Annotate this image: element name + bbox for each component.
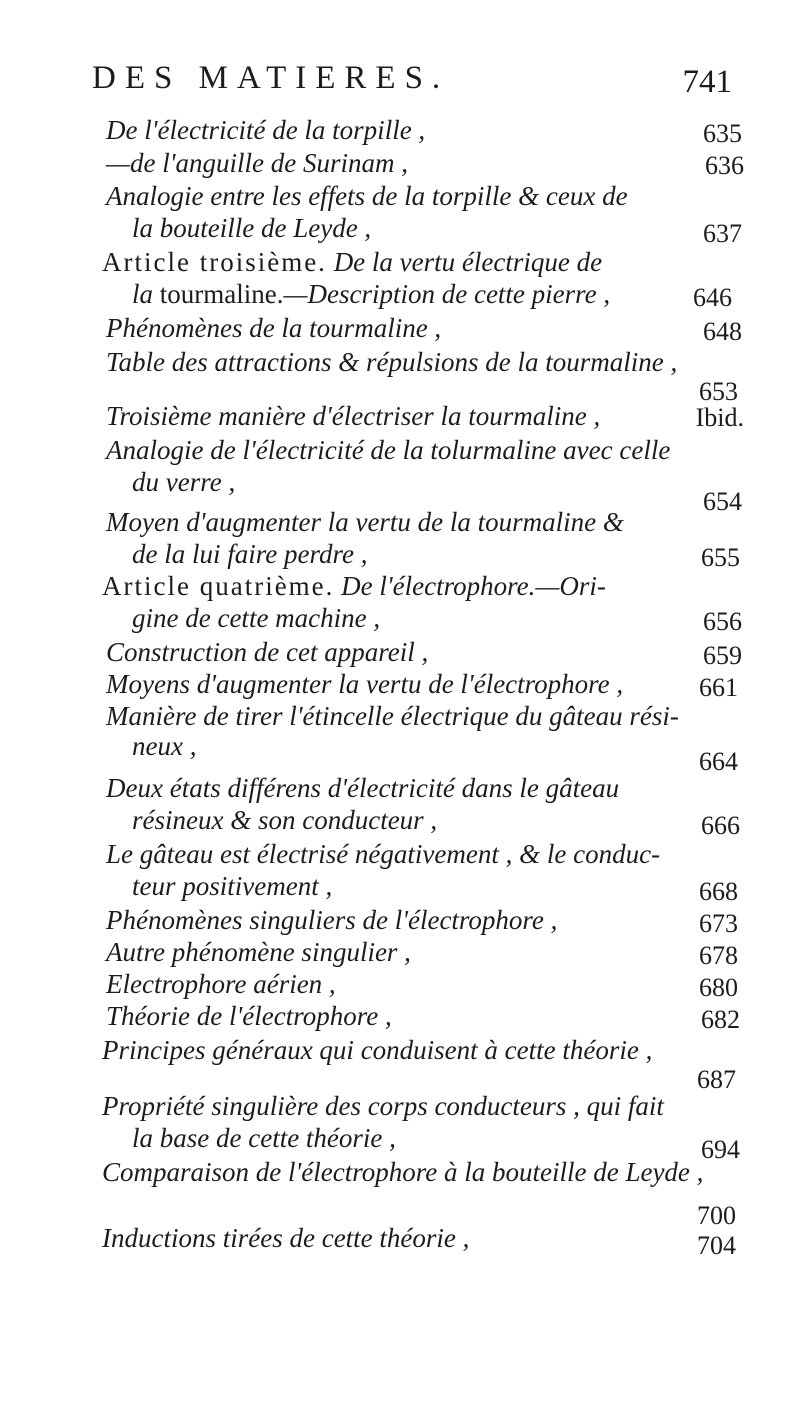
toc-entry-text bbox=[102, 570, 606, 602]
page-number: 741 bbox=[682, 64, 732, 100]
toc-entry-text bbox=[102, 246, 602, 278]
toc-entry-text: Deux états différens d'électricité dans le gâteau bbox=[106, 773, 620, 803]
article-heading: Article quatrième. bbox=[102, 571, 335, 601]
toc-entry-text-cont: neux , bbox=[132, 731, 197, 761]
article-title: De la vertu électrique de bbox=[326, 247, 603, 277]
toc-entry-page: 704 bbox=[697, 1231, 736, 1260]
toc-entry-page: 664 bbox=[699, 747, 738, 776]
toc-entry-text: Analogie de l'électricité de la tolurmaline avec celle bbox=[106, 435, 671, 465]
toc-entry-text: Electrophore aérien , bbox=[106, 969, 336, 999]
toc-entry-page: 648 bbox=[703, 317, 742, 346]
toc-entry-text: Phénomènes singuliers de l'électrophore , bbox=[106, 905, 558, 935]
toc-entry-text-cont: la bouteille de Leyde , bbox=[132, 213, 372, 243]
toc-entry-page: 694 bbox=[701, 1135, 740, 1164]
toc-entry-page: 653 bbox=[699, 377, 738, 406]
toc-entry-page: 646 bbox=[693, 283, 732, 312]
toc-entry-page: 673 bbox=[699, 909, 738, 938]
toc-entry-text: De l'électricité de la torpille , bbox=[106, 115, 426, 145]
toc-entry-text: Manière de tirer l'étincelle électrique du gâteau rési- bbox=[106, 701, 679, 731]
toc-entry-page: 661 bbox=[699, 673, 738, 702]
toc-entry-page: 668 bbox=[699, 877, 738, 906]
toc-entry-page: 700 bbox=[697, 1201, 736, 1230]
toc-entry-text: Autre phénomène singulier , bbox=[106, 937, 411, 967]
toc-entry-text: Table des attractions & répulsions de la tourmaline , bbox=[106, 347, 678, 377]
toc-entry-text: Le gâteau est électrisé négativement , & le conduc- bbox=[106, 839, 661, 869]
toc-entry-text-cont: gine de cette machine , bbox=[132, 603, 381, 633]
article-title-upright: tourmaline. bbox=[159, 279, 284, 309]
toc-entry-text: Phénomènes de la tourmaline , bbox=[106, 313, 442, 343]
toc-entry-text: Troisième manière d'électriser la tourmaline , bbox=[106, 401, 601, 431]
toc-entry-text: Comparaison de l'électrophore à la bouteille de Leyde , bbox=[102, 1157, 704, 1187]
toc-entry-text: Inductions tirées de cette théorie , bbox=[102, 1223, 470, 1253]
toc-entry-text: Moyens d'augmenter la vertu de l'électrophore , bbox=[106, 669, 624, 699]
toc-entry-text: Analogie entre les effets de la torpille & ceux de bbox=[106, 181, 628, 211]
article-heading: Article troisième. bbox=[102, 247, 327, 277]
article-subtitle: —Description de cette pierre , bbox=[283, 279, 611, 309]
article-title-cont: la bbox=[132, 279, 160, 309]
toc-entry-text: Propriété singulière des corps conducteurs , qui fait bbox=[102, 1091, 664, 1121]
toc-entry-text-cont: du verre , bbox=[132, 467, 236, 497]
toc-entry-page: 682 bbox=[701, 1005, 740, 1034]
toc-entry-page: 654 bbox=[703, 487, 742, 516]
running-title: DES MATIERES. bbox=[92, 60, 450, 96]
toc-entry-page: Ibid. bbox=[695, 403, 744, 432]
toc-entry-page: 666 bbox=[701, 811, 740, 840]
toc-entry-page: 678 bbox=[699, 941, 738, 970]
toc-entry-text: Construction de cet appareil , bbox=[106, 637, 429, 667]
toc-entry-page: 687 bbox=[697, 1065, 736, 1094]
toc-entry-text-cont bbox=[132, 278, 610, 310]
toc-entry-text-cont: la base de cette théorie , bbox=[132, 1123, 396, 1153]
toc-entry-text: —de l'anguille de Surinam , bbox=[106, 148, 408, 178]
toc-entry-page: 637 bbox=[703, 219, 742, 248]
toc-entry-text: Principes généraux qui conduisent à cette théorie , bbox=[102, 1035, 653, 1065]
toc-entry-text-cont: résineux & son conducteur , bbox=[132, 805, 438, 835]
toc-entry-page: 659 bbox=[703, 641, 742, 670]
toc-entry-text-cont: de la lui faire perdre , bbox=[132, 539, 368, 569]
toc-entry-page: 655 bbox=[701, 543, 740, 572]
toc-entry-page: 680 bbox=[699, 973, 738, 1002]
toc-entry-text: Théorie de l'électrophore , bbox=[106, 1001, 392, 1031]
toc-entry-page: 656 bbox=[703, 607, 742, 636]
toc-entry-text: Moyen d'augmenter la vertu de la tourmaline & bbox=[106, 507, 624, 537]
toc-entry-text-cont: teur positivement , bbox=[132, 871, 333, 901]
toc-entry-page: 636 bbox=[705, 151, 744, 180]
toc-entry-page: 635 bbox=[703, 119, 742, 148]
article-title: De l'électrophore.—Ori- bbox=[334, 571, 606, 601]
